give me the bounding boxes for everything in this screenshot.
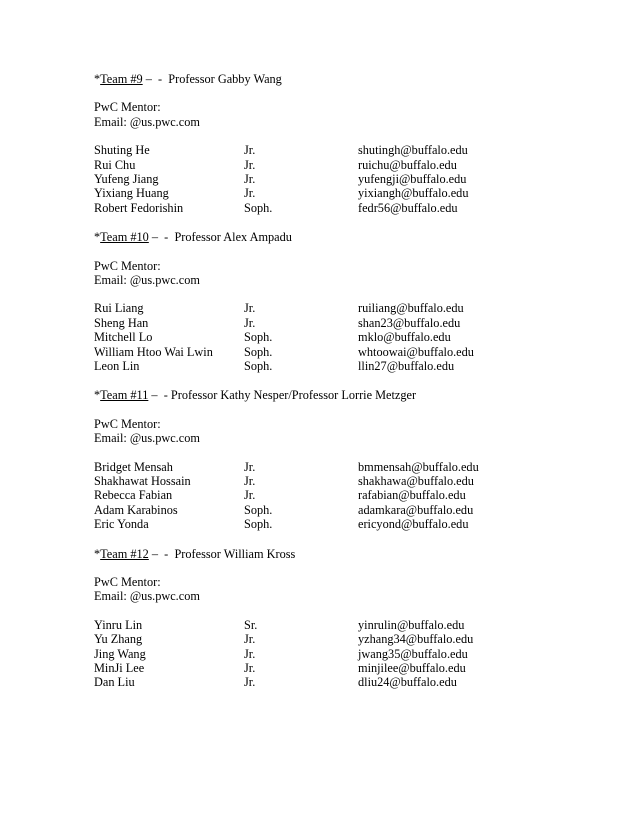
member-name: Rebecca Fabian [94, 488, 173, 503]
team-number-link[interactable]: Team #10 [100, 230, 149, 245]
member-year: Soph. [244, 344, 273, 359]
member-email[interactable]: yzhang34@buffalo.edu [358, 632, 474, 647]
team-header [94, 72, 614, 86]
member-row [94, 632, 614, 646]
member-row [94, 474, 614, 488]
member-year: Soph. [244, 517, 273, 532]
document-page [94, 72, 614, 705]
team-separator: – - [148, 388, 171, 403]
member-row [94, 517, 614, 531]
member-year: Jr. [244, 646, 256, 661]
member-email[interactable]: rafabian@buffalo.edu [358, 488, 466, 503]
mentor-block [94, 100, 614, 129]
member-year: Jr. [244, 473, 256, 488]
mentor-email: Email: @us.pwc.com [94, 272, 200, 287]
professor-name: Professor Alex Ampadu [174, 230, 292, 245]
team-section [94, 547, 614, 690]
member-name: Sheng Han [94, 315, 149, 330]
member-email[interactable]: ericyond@buffalo.edu [358, 517, 469, 532]
member-year: Jr. [244, 172, 256, 186]
member-row [94, 345, 614, 359]
member-row [94, 618, 614, 632]
member-year: Jr. [244, 143, 256, 158]
member-row [94, 301, 614, 315]
member-email[interactable]: shutingh@buffalo.edu [358, 143, 468, 158]
team-section [94, 72, 614, 215]
member-name: Leon Lin [94, 358, 140, 373]
member-year: Jr. [244, 675, 256, 690]
member-list [94, 301, 614, 373]
team-prefix: * [94, 230, 101, 245]
mentor-block [94, 259, 614, 288]
mentor-label: PwC Mentor: [94, 100, 161, 115]
team-prefix: * [94, 388, 101, 403]
team-separator: – - [148, 546, 175, 561]
mentor-email: Email: @us.pwc.com [94, 589, 200, 604]
member-name: Eric Yonda [94, 517, 149, 532]
member-name: Yufeng Jiang [94, 172, 159, 186]
team-section [94, 230, 614, 373]
member-name: Mitchell Lo [94, 330, 153, 345]
team-prefix: * [94, 72, 101, 86]
team-prefix: * [94, 546, 101, 561]
member-email[interactable]: ruiliang@buffalo.edu [358, 301, 464, 316]
member-email[interactable]: shan23@buffalo.edu [358, 315, 461, 330]
member-year: Jr. [244, 315, 256, 330]
mentor-block [94, 575, 614, 604]
member-name: Rui Chu [94, 157, 136, 172]
professor-name: Professor Gabby Wang [168, 72, 282, 86]
member-year: Jr. [244, 459, 256, 474]
member-year: Jr. [244, 660, 256, 675]
member-row [94, 316, 614, 330]
member-email[interactable]: llin27@buffalo.edu [358, 358, 455, 373]
member-year: Soph. [244, 200, 273, 215]
member-email[interactable]: jwang35@buffalo.edu [358, 646, 468, 661]
member-year: Soph. [244, 358, 273, 373]
mentor-label: PwC Mentor: [94, 258, 161, 273]
team-separator: – - [148, 230, 175, 245]
member-name: Rui Liang [94, 301, 144, 316]
member-row [94, 172, 614, 186]
member-row [94, 201, 614, 215]
team-header [94, 388, 614, 402]
member-year: Jr. [244, 186, 256, 201]
mentor-email: Email: @us.pwc.com [94, 114, 200, 129]
member-email[interactable]: adamkara@buffalo.edu [358, 502, 474, 517]
member-name: Shakhawat Hossain [94, 473, 191, 488]
member-name: Yixiang Huang [94, 186, 169, 201]
member-email[interactable]: minjilee@buffalo.edu [358, 660, 466, 675]
member-name: Dan Liu [94, 675, 135, 690]
member-name: MinJi Lee [94, 660, 145, 675]
professor-name: Professor Kathy Nesper/Professor Lorrie Metzger [170, 388, 417, 403]
member-email[interactable]: bmmensah@buffalo.edu [358, 459, 479, 474]
member-row [94, 143, 614, 157]
member-email[interactable]: whtoowai@buffalo.edu [358, 344, 474, 359]
member-email[interactable]: mklo@buffalo.edu [358, 330, 451, 345]
member-email[interactable]: ruichu@buffalo.edu [358, 157, 457, 172]
member-list [94, 460, 614, 532]
member-email[interactable]: fedr56@buffalo.edu [358, 200, 458, 215]
mentor-block [94, 417, 614, 446]
member-list [94, 143, 614, 215]
member-year: Jr. [244, 157, 256, 172]
mentor-label: PwC Mentor: [94, 416, 161, 431]
member-name: Adam Karabinos [94, 502, 178, 517]
member-name: Yinru Lin [94, 617, 143, 632]
member-name: Yu Zhang [94, 632, 143, 647]
member-email[interactable]: yinrulin@buffalo.edu [358, 617, 465, 632]
member-email[interactable]: shakhawa@buffalo.edu [358, 473, 474, 488]
member-list [94, 618, 614, 690]
team-number-link[interactable]: Team #11 [100, 388, 149, 403]
member-row [94, 460, 614, 474]
member-row [94, 359, 614, 373]
member-email[interactable]: yufengji@buffalo.edu [358, 172, 467, 186]
member-row [94, 158, 614, 172]
member-row [94, 186, 614, 200]
member-row [94, 330, 614, 344]
member-row [94, 503, 614, 517]
team-header [94, 547, 614, 561]
team-separator: – - [142, 72, 169, 86]
member-email[interactable]: dliu24@buffalo.edu [358, 675, 457, 690]
member-name: Bridget Mensah [94, 459, 173, 474]
mentor-email: Email: @us.pwc.com [94, 431, 200, 446]
member-row [94, 675, 614, 689]
member-name: William Htoo Wai Lwin [94, 344, 213, 359]
professor-name: Professor William Kross [174, 546, 296, 561]
member-name: Robert Fedorishin [94, 200, 184, 215]
member-row [94, 647, 614, 661]
member-row [94, 661, 614, 675]
member-year: Soph. [244, 502, 273, 517]
team-number-link[interactable]: Team #9 [100, 72, 143, 86]
member-row [94, 488, 614, 502]
member-year: Jr. [244, 488, 256, 503]
team-number-link[interactable]: Team #12 [100, 546, 149, 561]
member-year: Jr. [244, 632, 256, 647]
member-name: Shuting He [94, 143, 150, 158]
team-section [94, 388, 614, 531]
member-email[interactable]: yixiangh@buffalo.edu [358, 186, 469, 201]
member-year: Soph. [244, 330, 273, 345]
member-year: Jr. [244, 301, 256, 316]
member-name: Jing Wang [94, 646, 146, 661]
mentor-label: PwC Mentor: [94, 574, 161, 589]
member-year: Sr. [244, 617, 258, 632]
team-header [94, 230, 614, 244]
